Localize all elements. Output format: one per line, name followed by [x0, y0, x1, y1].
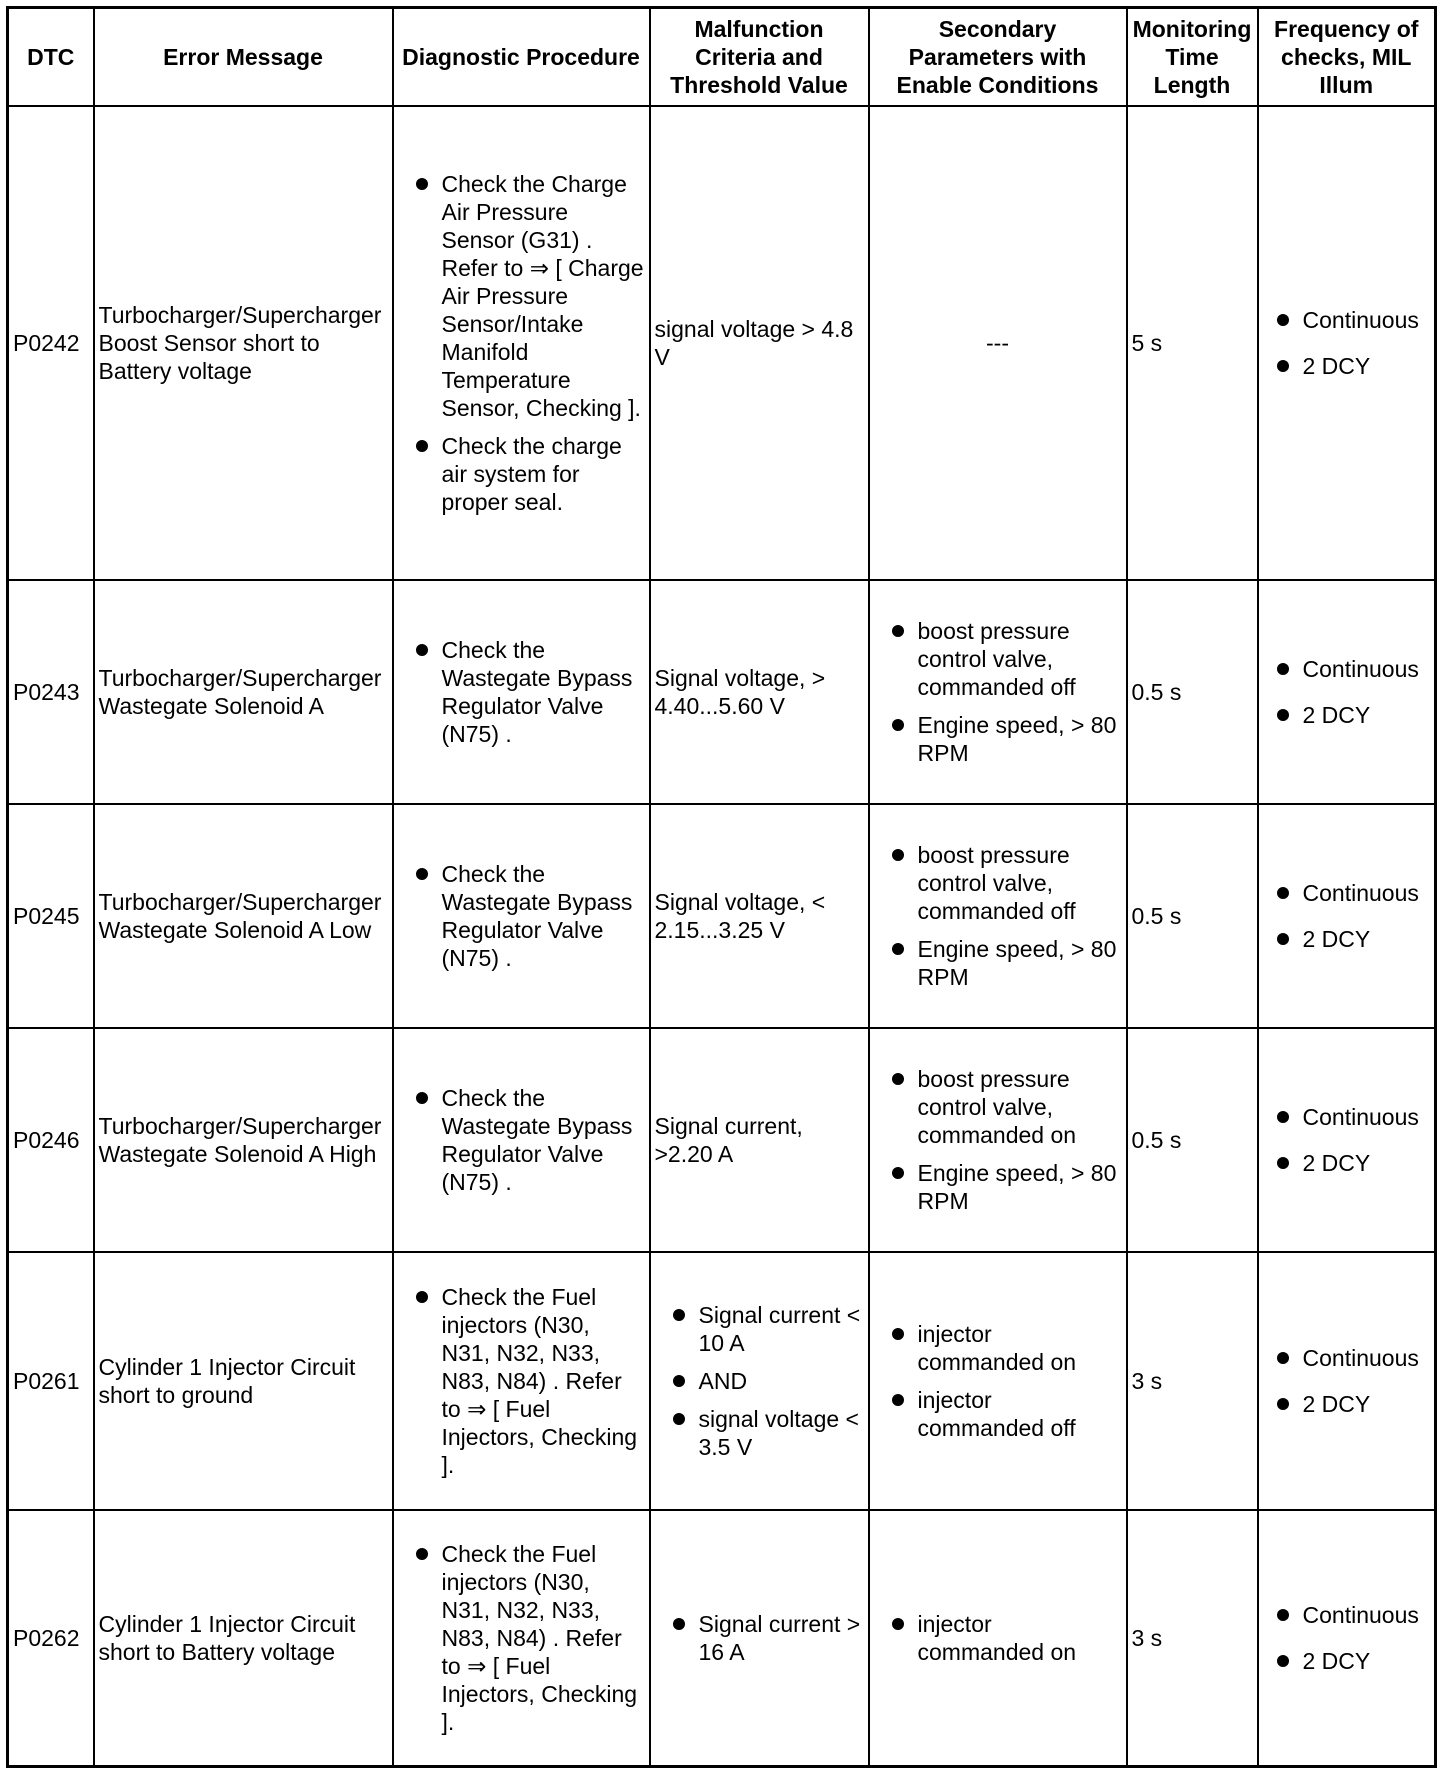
diagnostic-procedure [393, 1028, 650, 1252]
header-secondary-parameters: Secondary Parameters with Enable Conditions [869, 8, 1127, 107]
secondary-condition-list [888, 841, 1122, 991]
secondary-condition [888, 1065, 1122, 1149]
malfunction-criteria: Signal voltage, < 2.15...3.25 V [650, 804, 869, 1028]
diagnostic-step [412, 860, 645, 972]
diagnostic-step-text: Check the charge air system for proper seal. [441, 433, 622, 515]
bullet-icon [1277, 1398, 1289, 1410]
secondary-condition-text: boost pressure control valve, commanded off [917, 618, 1076, 700]
secondary-condition-text: injector commanded on [917, 1321, 1077, 1375]
frequency-checks [1258, 106, 1436, 580]
header-monitoring-time: Monitoring Time Length [1127, 8, 1258, 107]
frequency-item-text: 2 DCY [1302, 1647, 1371, 1674]
bullet-icon [892, 1618, 904, 1630]
error-message: Turbocharger/Supercharger Boost Sensor short to Battery voltage [94, 106, 393, 580]
diagnostic-procedure [393, 804, 650, 1028]
bullet-icon [1277, 1111, 1289, 1123]
diagnostic-step [412, 1084, 645, 1196]
secondary-condition-text: Engine speed, > 80 RPM [917, 712, 1117, 766]
error-message: Turbocharger/Supercharger Wastegate Solenoid A [94, 580, 393, 804]
frequency-item-list [1273, 655, 1431, 729]
error-message: Turbocharger/Supercharger Wastegate Solenoid A High [94, 1028, 393, 1252]
malfunction-criteria: Signal current, >2.20 A [650, 1028, 869, 1252]
table-row [8, 1510, 1436, 1766]
bullet-icon [892, 849, 904, 861]
frequency-item-text: 2 DCY [1302, 1150, 1371, 1176]
secondary-parameters [869, 580, 1127, 804]
bullet-icon [673, 1618, 685, 1630]
bullet-icon [416, 644, 428, 656]
frequency-item-list [1273, 1601, 1431, 1675]
diagnostic-step-text: Check the Wastegate Bypass Regulator Valve (N75) . [441, 637, 633, 747]
dtc-code: P0246 [8, 1028, 94, 1252]
bullet-icon [673, 1375, 685, 1387]
frequency-item-text: 2 DCY [1302, 353, 1371, 379]
malfunction-criteria: Signal voltage, > 4.40...5.60 V [650, 580, 869, 804]
monitoring-time: 0.5 s [1127, 804, 1258, 1028]
frequency-item-text: 2 DCY [1302, 702, 1371, 728]
secondary-condition [888, 1386, 1122, 1442]
dtc-table-sheet [6, 6, 1434, 1748]
secondary-condition-text: injector commanded off [917, 1387, 1076, 1441]
diagnostic-step-text: Check the Charge Air Pressure Sensor (G31) . Refer to ⇒ [ Charge Air Pressure Sensor/Intake Manifold Temperature Sensor, Checking ]. [441, 171, 644, 421]
malfunction-item-text: Signal current < 10 A [698, 1302, 861, 1356]
monitoring-time: 3 s [1127, 1510, 1258, 1766]
malfunction-item-text: Signal current > 16 A [698, 1610, 861, 1665]
header-malfunction-criteria: Malfunction Criteria and Threshold Value [650, 8, 869, 107]
secondary-condition-text: boost pressure control valve, commanded off [917, 842, 1076, 924]
header-diagnostic-procedure: Diagnostic Procedure [393, 8, 650, 107]
secondary-condition [888, 935, 1122, 991]
dtc-code: P0242 [8, 106, 94, 580]
secondary-condition [888, 617, 1122, 701]
secondary-condition [888, 1159, 1122, 1215]
frequency-item [1273, 352, 1431, 380]
diagnostic-step-text: Check the Wastegate Bypass Regulator Valve (N75) . [441, 1085, 633, 1195]
bullet-icon [1277, 314, 1289, 326]
diagnostic-step-list [412, 170, 645, 516]
bullet-icon [416, 440, 428, 452]
frequency-item-list [1273, 1344, 1431, 1418]
malfunction-item-list [669, 1610, 864, 1666]
error-message: Turbocharger/Supercharger Wastegate Solenoid A Low [94, 804, 393, 1028]
bullet-icon [416, 178, 428, 190]
malfunction-item-list [669, 1301, 864, 1461]
frequency-item [1273, 1344, 1431, 1372]
bullet-icon [673, 1309, 685, 1321]
table-body [8, 106, 1436, 1766]
table-row [8, 580, 1436, 804]
dtc-table [6, 6, 1437, 1768]
bullet-icon [892, 943, 904, 955]
frequency-checks [1258, 580, 1436, 804]
diagnostic-procedure [393, 580, 650, 804]
error-message: Cylinder 1 Injector Circuit short to ground [94, 1252, 393, 1510]
secondary-condition-text: boost pressure control valve, commanded on [917, 1066, 1077, 1148]
diagnostic-procedure [393, 1510, 650, 1766]
frequency-item [1273, 1390, 1431, 1418]
frequency-item [1273, 306, 1431, 334]
frequency-item [1273, 655, 1431, 683]
frequency-item-text: 2 DCY [1302, 1391, 1371, 1417]
bullet-icon [416, 868, 428, 880]
frequency-item-list [1273, 1103, 1431, 1177]
bullet-icon [1277, 663, 1289, 675]
secondary-condition-list [888, 617, 1122, 767]
diagnostic-step-text: Check the Fuel injectors (N30, N31, N32, N33, N83, N84) . Refer to ⇒ [ Fuel Injectors, Checking ]. [441, 1540, 638, 1735]
secondary-condition [888, 1320, 1122, 1376]
bullet-icon [673, 1413, 685, 1425]
bullet-icon [892, 1167, 904, 1179]
bullet-icon [416, 1548, 428, 1560]
secondary-parameters [869, 1510, 1127, 1766]
monitoring-time: 0.5 s [1127, 1028, 1258, 1252]
bullet-icon [892, 1328, 904, 1340]
dtc-code: P0243 [8, 580, 94, 804]
secondary-condition-list [888, 1320, 1122, 1442]
frequency-checks [1258, 1510, 1436, 1766]
diagnostic-step [412, 636, 645, 748]
frequency-item [1273, 1103, 1431, 1131]
dtc-code: P0261 [8, 1252, 94, 1510]
header-dtc: DTC [8, 8, 94, 107]
bullet-icon [892, 1394, 904, 1406]
secondary-condition [888, 1610, 1122, 1666]
secondary-condition [888, 841, 1122, 925]
header-row [8, 8, 1436, 107]
frequency-checks [1258, 804, 1436, 1028]
table-row [8, 1028, 1436, 1252]
diagnostic-step-list [412, 860, 645, 972]
malfunction-criteria [650, 1252, 869, 1510]
bullet-icon [1277, 887, 1289, 899]
frequency-item-text: Continuous [1302, 1345, 1419, 1371]
bullet-icon [416, 1291, 428, 1303]
malfunction-criteria: signal voltage > 4.8 V [650, 106, 869, 580]
secondary-parameters [869, 1252, 1127, 1510]
diagnostic-step [412, 1283, 645, 1479]
table-row [8, 1252, 1436, 1510]
secondary-condition [888, 711, 1122, 767]
malfunction-item [669, 1610, 864, 1666]
secondary-parameters [869, 804, 1127, 1028]
malfunction-criteria [650, 1510, 869, 1766]
frequency-item [1273, 1601, 1431, 1629]
malfunction-item [669, 1301, 864, 1357]
error-message: Cylinder 1 Injector Circuit short to Battery voltage [94, 1510, 393, 1766]
frequency-item [1273, 925, 1431, 953]
dtc-code: P0262 [8, 1510, 94, 1766]
frequency-item [1273, 701, 1431, 729]
frequency-item-list [1273, 306, 1431, 380]
malfunction-item [669, 1367, 864, 1395]
frequency-item-text: Continuous [1302, 656, 1419, 682]
diagnostic-step-list [412, 1084, 645, 1196]
frequency-item-text: Continuous [1302, 880, 1419, 906]
bullet-icon [1277, 1157, 1289, 1169]
bullet-icon [1277, 1609, 1289, 1621]
header-error-message: Error Message [94, 8, 393, 107]
frequency-item-text: 2 DCY [1302, 926, 1371, 952]
frequency-checks [1258, 1028, 1436, 1252]
bullet-icon [1277, 709, 1289, 721]
bullet-icon [1277, 1655, 1289, 1667]
frequency-item [1273, 1149, 1431, 1177]
diagnostic-step [412, 1540, 645, 1736]
bullet-icon [1277, 1352, 1289, 1364]
diagnostic-step-list [412, 636, 645, 748]
frequency-item-text: Continuous [1302, 307, 1419, 333]
monitoring-time: 0.5 s [1127, 580, 1258, 804]
malfunction-item [669, 1405, 864, 1461]
secondary-condition-text: injector commanded on [917, 1610, 1077, 1665]
diagnostic-step-list [412, 1540, 645, 1736]
diagnostic-step-text: Check the Fuel injectors (N30, N31, N32, N33, N83, N84) . Refer to ⇒ [ Fuel Injectors, Checking ]. [441, 1284, 638, 1478]
frequency-item-list [1273, 879, 1431, 953]
bullet-icon [892, 625, 904, 637]
diagnostic-step [412, 432, 645, 516]
malfunction-item-text: signal voltage < 3.5 V [698, 1406, 859, 1460]
bullet-icon [892, 719, 904, 731]
table-row [8, 106, 1436, 580]
malfunction-item-text: AND [698, 1368, 748, 1394]
bullet-icon [1277, 933, 1289, 945]
diagnostic-step-list [412, 1283, 645, 1479]
frequency-checks [1258, 1252, 1436, 1510]
diagnostic-step-text: Check the Wastegate Bypass Regulator Valve (N75) . [441, 861, 633, 971]
monitoring-time: 3 s [1127, 1252, 1258, 1510]
secondary-condition-text: Engine speed, > 80 RPM [917, 936, 1117, 990]
frequency-item [1273, 1647, 1431, 1675]
secondary-condition-text: Engine speed, > 80 RPM [917, 1160, 1117, 1214]
bullet-icon [416, 1092, 428, 1104]
secondary-parameters [869, 1028, 1127, 1252]
monitoring-time: 5 s [1127, 106, 1258, 580]
bullet-icon [1277, 360, 1289, 372]
secondary-parameters: --- [869, 106, 1127, 580]
dtc-code: P0245 [8, 804, 94, 1028]
bullet-icon [892, 1073, 904, 1085]
secondary-condition-list [888, 1065, 1122, 1215]
header-frequency: Frequency of checks, MIL Illum [1258, 8, 1436, 107]
diagnostic-procedure [393, 106, 650, 580]
frequency-item-text: Continuous [1302, 1601, 1419, 1628]
frequency-item [1273, 879, 1431, 907]
frequency-item-text: Continuous [1302, 1104, 1419, 1130]
table-row [8, 804, 1436, 1028]
diagnostic-step [412, 170, 645, 422]
secondary-condition-list [888, 1610, 1122, 1666]
diagnostic-procedure [393, 1252, 650, 1510]
